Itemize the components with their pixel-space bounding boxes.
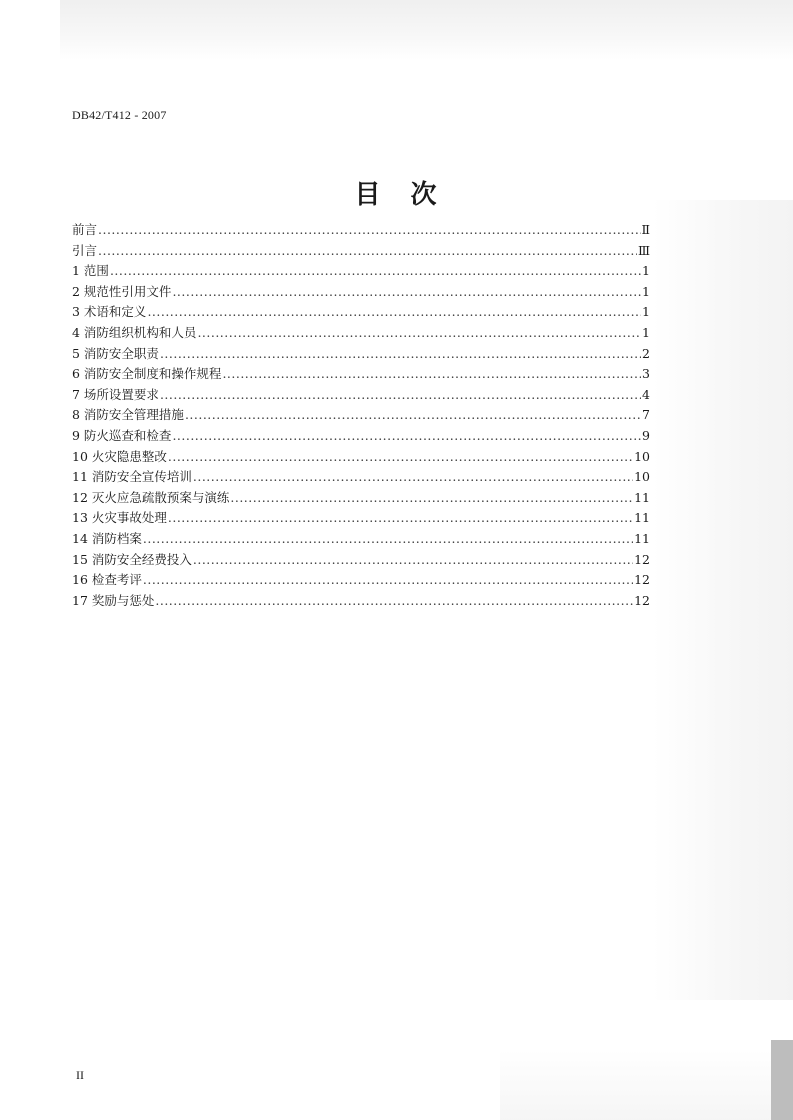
toc-dot-leader [143, 570, 633, 591]
toc-entry-page: 1 [642, 324, 650, 340]
toc-entry[interactable] [72, 323, 650, 344]
toc-entry-label: 8 消防安全管理措施 [72, 407, 184, 423]
toc-entry-label: 引言 [72, 242, 98, 258]
toc-entry-label: 1 范围 [72, 263, 109, 279]
toc-entry-label: 11 消防安全宣传培训 [72, 469, 192, 485]
toc-dot-leader [160, 385, 641, 406]
toc-entry[interactable] [72, 426, 650, 447]
toc-entry-page: 9 [642, 427, 650, 443]
toc-entry-label: 17 奖励与惩处 [72, 592, 155, 608]
scan-artifact-corner [771, 1040, 793, 1120]
toc-entry-page: 12 [634, 592, 650, 608]
toc-entry-page: 2 [642, 345, 650, 361]
toc-entry[interactable] [72, 241, 650, 262]
toc-entry-page: 11 [634, 510, 650, 526]
scan-artifact-top [60, 0, 793, 60]
toc-dot-leader [98, 241, 637, 262]
toc-entry-page: 1 [642, 263, 650, 279]
toc-entry-page: 1 [642, 304, 650, 320]
toc-entry[interactable] [72, 405, 650, 426]
toc-entry[interactable] [72, 591, 650, 612]
toc-entry-page: Ⅲ [637, 242, 650, 258]
toc-entry-label: 15 消防安全经费投入 [72, 551, 192, 567]
toc-dot-leader [147, 302, 641, 323]
toc-entry[interactable] [72, 364, 650, 385]
toc-entry-label: 5 消防安全职责 [72, 345, 159, 361]
toc-entry[interactable] [72, 302, 650, 323]
toc-entry[interactable] [72, 220, 650, 241]
toc-dot-leader [172, 282, 641, 303]
toc-entry-page: 3 [642, 366, 650, 382]
toc-entry-page: 12 [634, 572, 650, 588]
toc-dot-leader [222, 364, 641, 385]
scan-artifact-bottom [500, 1050, 780, 1120]
toc-entry-label: 6 消防安全制度和操作规程 [72, 366, 222, 382]
toc-title: 目 次 [354, 180, 439, 210]
toc-entry-label: 9 防火巡查和检查 [72, 427, 172, 443]
toc-dot-leader [160, 344, 641, 365]
toc-dot-leader [168, 508, 633, 529]
toc-dot-leader [197, 323, 641, 344]
toc-dot-leader [193, 467, 633, 488]
toc-entry-label: 14 消防档案 [72, 530, 142, 546]
toc-dot-leader [98, 220, 640, 241]
toc-entry-label: 4 消防组织机构和人员 [72, 324, 197, 340]
toc-entry[interactable] [72, 550, 650, 571]
toc-dot-leader [172, 426, 641, 447]
table-of-contents [72, 220, 650, 611]
toc-entry[interactable] [72, 344, 650, 365]
toc-dot-leader [185, 405, 641, 426]
toc-entry[interactable] [72, 447, 650, 468]
document-code: DB42/T412 - 2007 [72, 108, 167, 122]
toc-entry-label: 16 检查考评 [72, 572, 142, 588]
toc-entry-page: 4 [642, 386, 650, 402]
toc-dot-leader [230, 488, 633, 509]
toc-dot-leader [168, 447, 633, 468]
toc-entry[interactable] [72, 570, 650, 591]
toc-entry-label: 13 火灾事故处理 [72, 510, 167, 526]
toc-entry[interactable] [72, 529, 650, 550]
toc-entry-page: 1 [642, 283, 650, 299]
toc-entry[interactable] [72, 508, 650, 529]
toc-entry[interactable] [72, 261, 650, 282]
toc-entry-page: 12 [634, 551, 650, 567]
toc-entry[interactable] [72, 467, 650, 488]
toc-entry-label: 3 术语和定义 [72, 304, 147, 320]
toc-entry-label: 12 灭火应急疏散预案与演练 [72, 489, 230, 505]
toc-entry-label: 前言 [72, 222, 98, 237]
page-number: II [76, 1068, 84, 1082]
scan-artifact-right [653, 200, 793, 1000]
toc-entry-label: 2 规范性引用文件 [72, 283, 172, 299]
toc-dot-leader [110, 261, 641, 282]
toc-entry-page: 11 [634, 530, 650, 546]
toc-entry-page: 10 [634, 448, 650, 464]
toc-dot-leader [155, 591, 633, 612]
toc-dot-leader [143, 529, 633, 550]
toc-entry-page: 7 [642, 407, 650, 423]
toc-entry[interactable] [72, 385, 650, 406]
toc-entry[interactable] [72, 488, 650, 509]
toc-entry-page: Ⅱ [641, 222, 650, 237]
toc-entry-label: 7 场所设置要求 [72, 386, 159, 402]
toc-entry-label: 10 火灾隐患整改 [72, 448, 167, 464]
toc-entry-page: 10 [634, 469, 650, 485]
toc-entry-page: 11 [634, 489, 650, 505]
toc-entry[interactable] [72, 282, 650, 303]
toc-dot-leader [193, 550, 633, 571]
